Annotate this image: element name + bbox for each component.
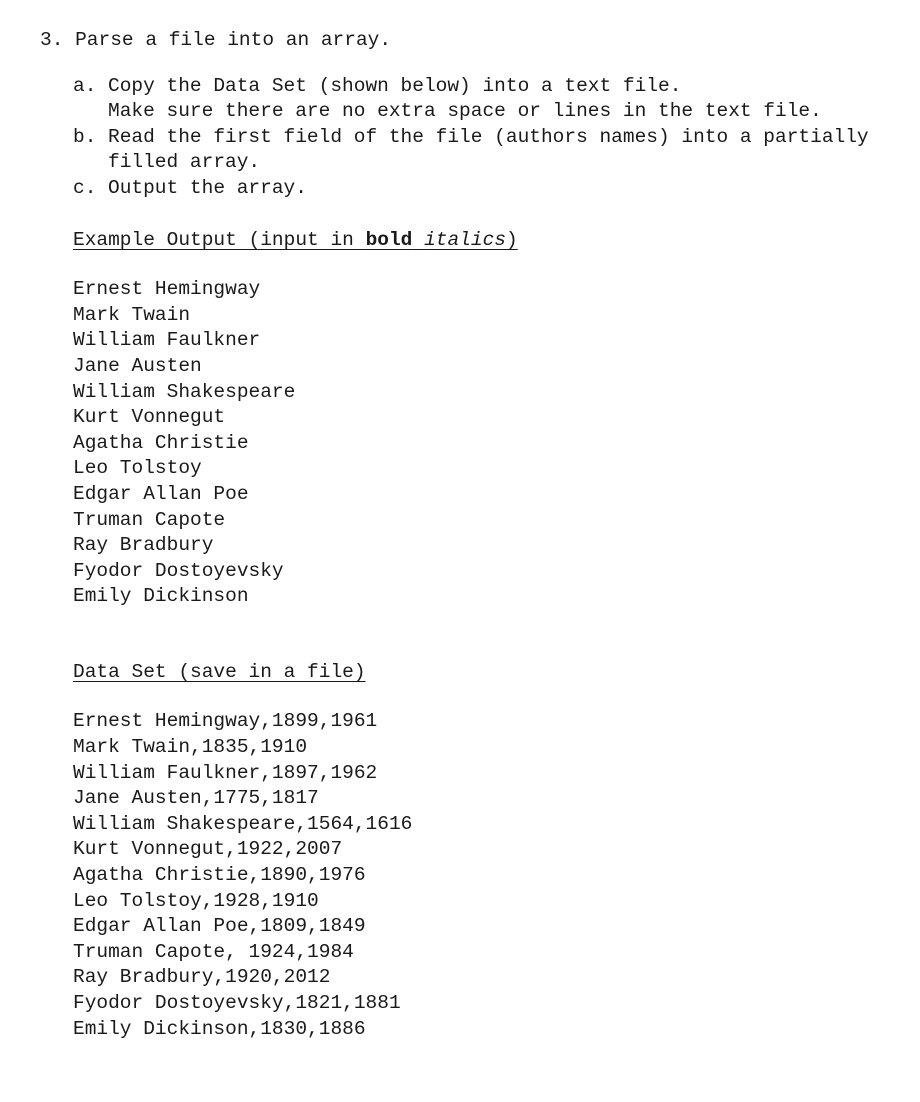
step-marker: c.: [73, 176, 97, 199]
step-text: Make sure there are no extra space or lines in the text file.: [108, 100, 822, 123]
step-c: [73, 176, 910, 202]
data-set-line: Fyodor Dostoyevsky,1821,1881: [73, 992, 401, 1014]
step-marker: a.: [73, 74, 97, 97]
data-set-line: William Faulkner,1897,1962: [73, 761, 378, 784]
question-title: Parse a file into an array.: [75, 29, 392, 51]
example-output-list: [73, 277, 910, 610]
data-set-list: [73, 709, 910, 1042]
step-text: filled array.: [108, 151, 261, 174]
example-output-line: Fyodor Dostoyevsky: [73, 559, 284, 582]
data-set-title: Data Set (save in a file): [73, 660, 366, 683]
example-output-line: Mark Twain: [73, 303, 191, 326]
data-set-line: Ernest Hemingway,1899,1961: [73, 710, 378, 733]
data-set-line: Emily Dickinson,1830,1886: [73, 1017, 366, 1040]
step-marker: b.: [73, 125, 97, 148]
document: [40, 28, 910, 1042]
example-output-line: Agatha Christie: [73, 431, 249, 454]
data-set-line: Leo Tolstoy,1928,1910: [73, 889, 319, 912]
example-output-line: Ray Bradbury: [73, 534, 214, 557]
example-output-line: William Shakespeare: [73, 380, 296, 403]
data-set-line: Truman Capote, 1924,1984: [73, 940, 354, 963]
data-set-line: Kurt Vonnegut,1922,2007: [73, 838, 343, 861]
example-output-line: Truman Capote: [73, 508, 226, 531]
example-output-line: Edgar Allan Poe: [73, 482, 249, 505]
data-set-line: Jane Austen,1775,1817: [73, 787, 319, 810]
example-output-line: Kurt Vonnegut: [73, 406, 226, 429]
step-text: Copy the Data Set (shown below) into a text file.: [108, 74, 682, 97]
example-output-title: Example Output (input in bold italics): [73, 228, 518, 251]
question-heading: [40, 28, 910, 54]
data-set-line: Mark Twain,1835,1910: [73, 736, 308, 759]
data-set-line: Ray Bradbury,1920,2012: [73, 966, 331, 989]
data-set-line: Agatha Christie,1890,1976: [73, 864, 366, 887]
step-list: [73, 74, 910, 202]
step-a: [73, 74, 910, 125]
step-text: Read the first field of the file (authors names) into a partially: [108, 125, 869, 148]
step-b: [73, 125, 910, 176]
example-output-line: Jane Austen: [73, 354, 202, 377]
step-text: Output the array.: [108, 176, 307, 199]
question-number: 3.: [40, 29, 64, 51]
example-output-line: Emily Dickinson: [73, 585, 249, 608]
data-set-line: William Shakespeare,1564,1616: [73, 812, 413, 835]
example-output-line: William Faulkner: [73, 329, 261, 352]
example-output-line: Ernest Hemingway: [73, 278, 261, 301]
example-output-line: Leo Tolstoy: [73, 457, 202, 480]
data-set-line: Edgar Allan Poe,1809,1849: [73, 915, 366, 938]
